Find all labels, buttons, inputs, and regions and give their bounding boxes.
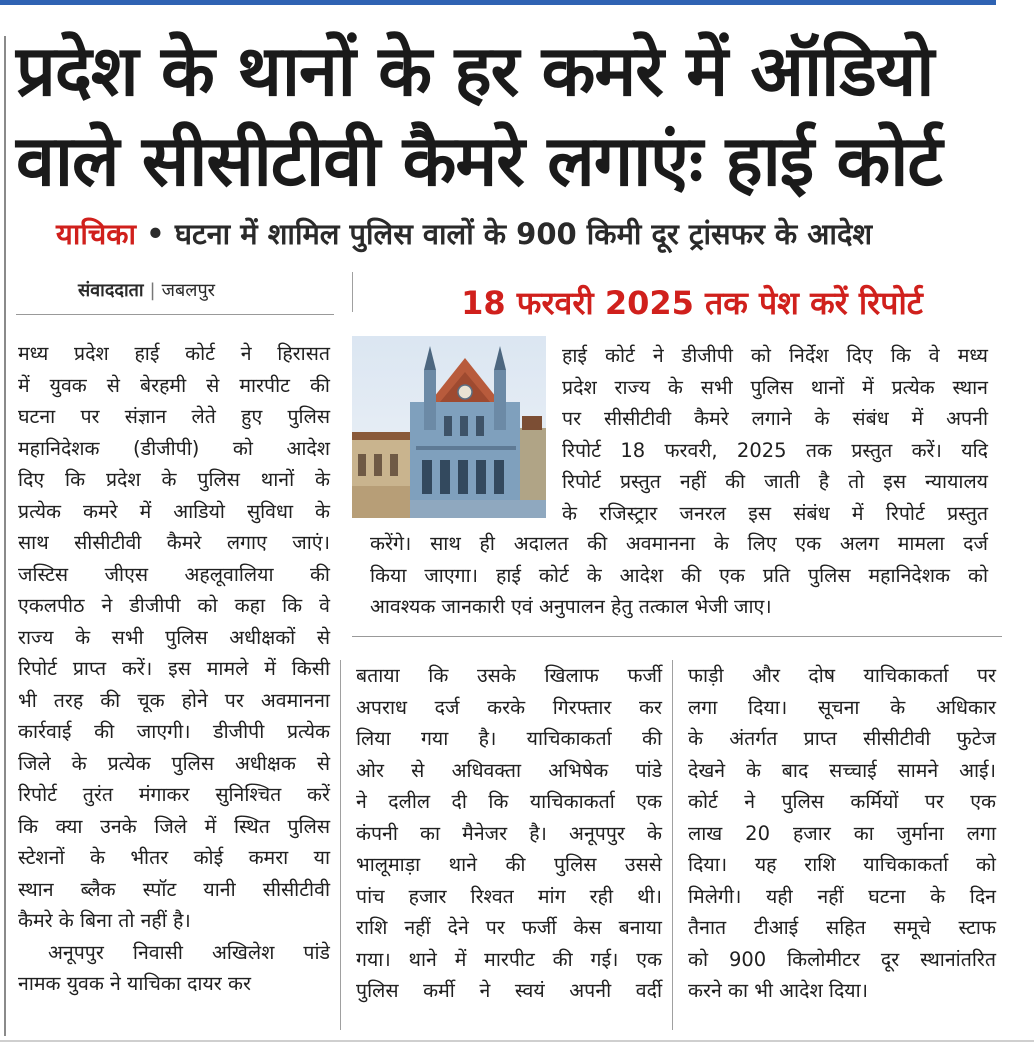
text-line: गया। थाने में मारपीट की गई। एक <box>356 947 662 971</box>
box-text-full-width <box>370 528 988 623</box>
text-line: कार्रवाई की जाएगी। डीजीपी प्रत्येक <box>18 720 330 743</box>
court-building-illustration <box>352 336 546 518</box>
column-1 <box>18 338 330 1000</box>
text-line: राज्य के सभी पुलिस अधीक्षकों से <box>18 625 330 649</box>
bottom-page-rule <box>0 1040 1034 1042</box>
column-2 <box>356 660 662 1007</box>
text-line: लिया गया है। याचिकाकर्ता की <box>356 727 662 750</box>
text-line: स्थान ब्लैक स्पॉट यानी सीसीटीवी <box>18 877 330 901</box>
text-line: तैनात टीआई सहित समूचे स्टाफ <box>688 916 996 939</box>
text-line: एकलपीठ ने डीजीपी को कहा कि वे <box>18 594 330 617</box>
text-line: भालूमाड़ा थाने की पुलिस उससे <box>356 853 662 876</box>
text-line: राशि नहीं देने पर फर्जी केस बनाया <box>356 916 662 939</box>
text-line: मध्य प्रदेश हाई कोर्ट ने हिरासत <box>18 342 330 365</box>
text-line: दिया। यह राशि याचिकाकर्ता को <box>688 853 996 876</box>
byline-rule <box>16 314 334 315</box>
text-line: पुलिस कर्मी ने स्वयं अपनी वर्दी <box>356 979 662 1002</box>
text-line: पांच हजार रिश्वत मांग रही थी। <box>356 884 662 908</box>
text-line: साथ सीसीटीवी कैमरे लगाए जाएं। <box>18 531 330 554</box>
subheadline: 18 फरवरी 2025 तक पेश करें रिपोर्ट <box>461 284 923 322</box>
text-line: महानिदेशक (डीजीपी) को आदेश <box>18 436 330 460</box>
text-line: रिपोर्ट 18 फरवरी, 2025 तक प्रस्तुत करें। यदि <box>562 438 988 462</box>
text-line: हाई कोर्ट ने डीजीपी को निर्देश दिए कि वे मध्य <box>562 344 988 367</box>
text-line: अनूपपुर निवासी अखिलेश पांडे <box>48 940 330 964</box>
text-line: देखने के बाद सच्चाई सामने आई। <box>688 758 996 782</box>
text-line: कि क्या उनके जिले में स्थित पुलिस <box>18 814 330 838</box>
text-line: कोर्ट ने पुलिस कर्मियों पर एक <box>688 790 996 813</box>
text-line: पर सीसीटीवी कैमरे लगाने के संबंध में अपनी <box>562 407 988 430</box>
text-line: नामक युवक ने याचिका दायर कर <box>18 972 251 995</box>
box-text-beside-photo <box>562 340 988 529</box>
text-line: के अंतर्गत प्राप्त सीसीटीवी फुटेज <box>688 727 996 750</box>
text-line: कंपनी का मैनेजर है। अनूपपुर के <box>356 821 662 845</box>
left-page-rule <box>4 36 6 1036</box>
text-line: दिए कि प्रदेश के पुलिस थानों के <box>18 468 330 491</box>
column-divider-2-3 <box>672 660 673 1030</box>
column-divider-top <box>352 272 353 312</box>
text-line: रिपोर्ट प्रस्तुत नहीं की जाती है तो इस न्यायालय <box>562 470 988 493</box>
box-bottom-rule <box>352 636 1002 637</box>
headline-line-2: वाले सीसीटीवी कैमरे लगाएंः हाई कोर्ट <box>16 120 942 202</box>
text-line: आवश्यक जानकारी एवं अनुपालन हेतु तत्काल भेजी जाए। <box>370 595 772 618</box>
text-line: लाख 20 हजार का जुर्माना लगा <box>688 821 996 845</box>
text-line: को 900 किलोमीटर दूर स्थानांतरित <box>688 947 996 971</box>
kicker-text: घटना में शामिल पुलिस वालों के 900 किमी दूर ट्रांसफर के आदेश <box>174 217 873 251</box>
text-line: कैमरे के बिना तो नहीं है। <box>18 909 191 932</box>
text-line: भी तरह की चूक होने पर अवमानना <box>18 688 330 712</box>
byline <box>78 276 338 306</box>
headline-line-1: प्रदेश के थानों के हर कमरे में ऑडियो <box>16 30 934 112</box>
byline-separator: | <box>149 280 156 301</box>
text-line: रिपोर्ट तुरंत मंगाकर सुनिश्चित करें <box>18 783 330 806</box>
text-line: प्रदेश राज्य के सभी पुलिस थानों में प्रत्येक स्थान <box>562 375 988 399</box>
text-line: रिपोर्ट प्राप्त करें। इस मामले में किसी <box>18 657 330 680</box>
text-line: बताया कि उसके खिलाफ फर्जी <box>356 664 662 687</box>
column-3 <box>688 660 996 1007</box>
text-line: किया जाएगा। हाई कोर्ट के आदेश की एक प्रति पुलिस महानिदेशक को <box>370 563 988 587</box>
text-line: फाड़ी और दोष याचिकाकर्ता पर <box>688 664 996 687</box>
byline-reporter: संवाददाता <box>78 280 144 301</box>
text-line: जिले के प्रत्येक पुलिस अधीक्षक से <box>18 751 330 775</box>
text-line: के रजिस्ट्रार जनरल इस संबंध में रिपोर्ट प्रस्तुत <box>562 501 988 525</box>
text-line: में युवक से बेरहमी से मारपीट की <box>18 373 330 397</box>
text-line: लगा दिया। सूचना के अधिकार <box>688 695 996 719</box>
text-line: प्रत्येक कमरे में आडियो सुविधा के <box>18 499 330 523</box>
text-line: जस्टिस जीएस अहलूवालिया की <box>18 562 330 586</box>
text-line: घटना पर संज्ञान लेते हुए पुलिस <box>18 405 330 428</box>
headline <box>16 26 1016 206</box>
text-line: करने का भी आदेश दिया। <box>688 979 869 1002</box>
text-line: अपराध दर्ज करके गिरफ्तार कर <box>356 695 662 719</box>
text-line: करेंगे। साथ ही अदालत की अवमानना के लिए एक अलग मामला दर्ज <box>370 532 988 555</box>
text-line: मिलेगी। यही नहीं घटना के दिन <box>688 884 996 908</box>
byline-city: जबलपुर <box>161 280 216 301</box>
text-line: ओर से अधिवक्ता अभिषेक पांडे <box>356 758 662 782</box>
high-court-building-photo <box>352 336 546 518</box>
kicker-separator: • <box>146 217 165 251</box>
top-color-rule <box>0 0 996 5</box>
text-line: ने दलील दी कि याचिकाकर्ता एक <box>356 790 662 813</box>
kicker-line <box>56 212 1016 256</box>
column-divider-1-2 <box>340 660 341 1030</box>
kicker-label: याचिका <box>56 217 137 251</box>
text-line: स्टेशनों के भीतर कोई कमरा या <box>18 846 330 869</box>
